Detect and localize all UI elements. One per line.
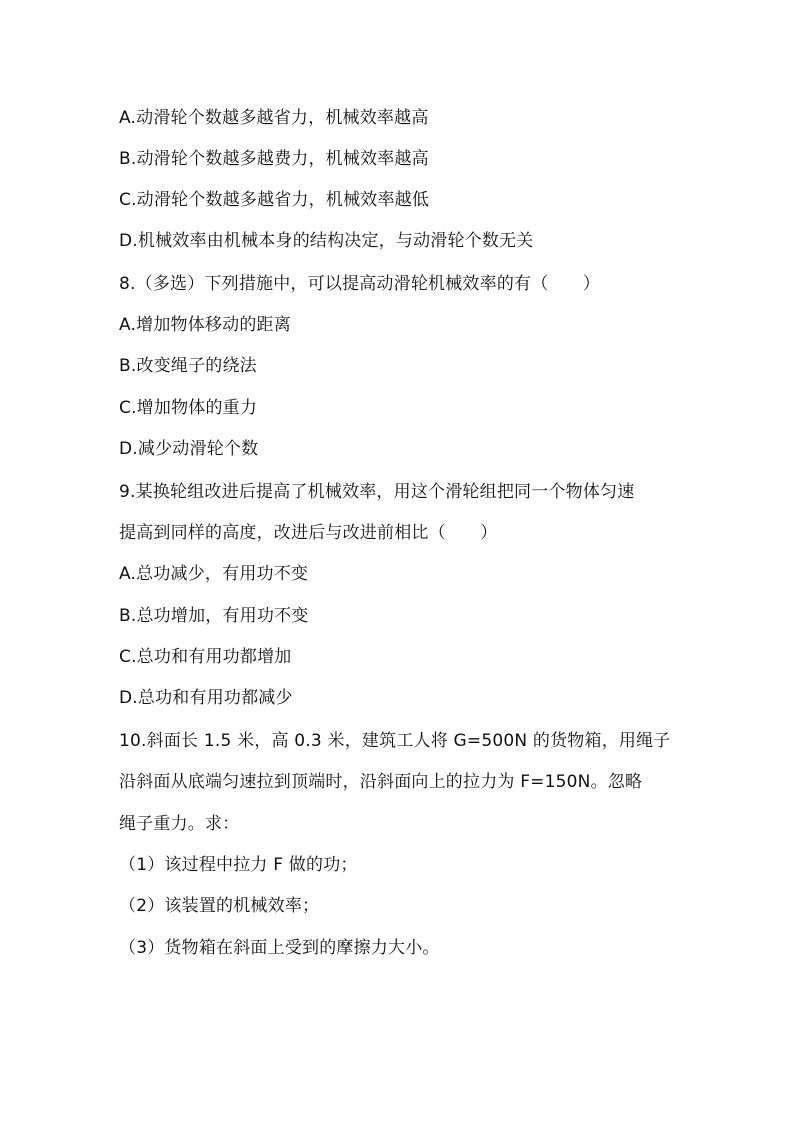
q8-option-b: B.改变绳子的绕法 [119, 356, 257, 376]
q8-option-a: A.增加物体移动的距离 [119, 315, 291, 335]
q7-option-a: A.动滑轮个数越多越省力，机械效率越高 [119, 108, 429, 128]
q10-stem-line-1: 10.斜面长 1.5 米，高 0.3 米，建筑工人将 G=500N 的货物箱，用绳子 [119, 731, 671, 751]
q9-option-b: B.总功增加，有用功不变 [119, 606, 309, 626]
q7-option-d: D.机械效率由机械本身的结构决定，与动滑轮个数无关 [119, 231, 534, 251]
q9-option-c: C.总功和有用功都增加 [119, 647, 292, 667]
q7-option-b: B.动滑轮个数越多越费力，机械效率越高 [119, 149, 429, 169]
q10-stem-line-2: 沿斜面从底端匀速拉到顶端时，沿斜面向上的拉力为 F=150N。忽略 [119, 772, 643, 792]
q9-stem-line-2: 提高到同样的高度，改进后与改进前相比（ ） [119, 523, 498, 543]
q8-option-c: C.增加物体的重力 [119, 398, 258, 418]
q10-part-2: （2）该装置的机械效率； [119, 896, 320, 916]
q9-option-a: A.总功减少，有用功不变 [119, 564, 309, 584]
q10-stem-line-3: 绳子重力。求： [119, 814, 240, 834]
q9-stem-line-1: 9.某换轮组改进后提高了机械效率，用这个滑轮组把同一个物体匀速 [119, 482, 635, 502]
q9-option-d: D.总功和有用功都减少 [119, 688, 293, 708]
q8-option-d: D.减少动滑轮个数 [119, 439, 259, 459]
q10-part-3: （3）货物箱在斜面上受到的摩擦力大小。 [119, 938, 440, 958]
q7-option-c: C.动滑轮个数越多越省力，机械效率越低 [119, 190, 430, 210]
q8-stem: 8.（多选）下列措施中，可以提高动滑轮机械效率的有（ ） [119, 274, 601, 294]
q10-part-1: （1）该过程中拉力 F 做的功； [119, 855, 358, 875]
